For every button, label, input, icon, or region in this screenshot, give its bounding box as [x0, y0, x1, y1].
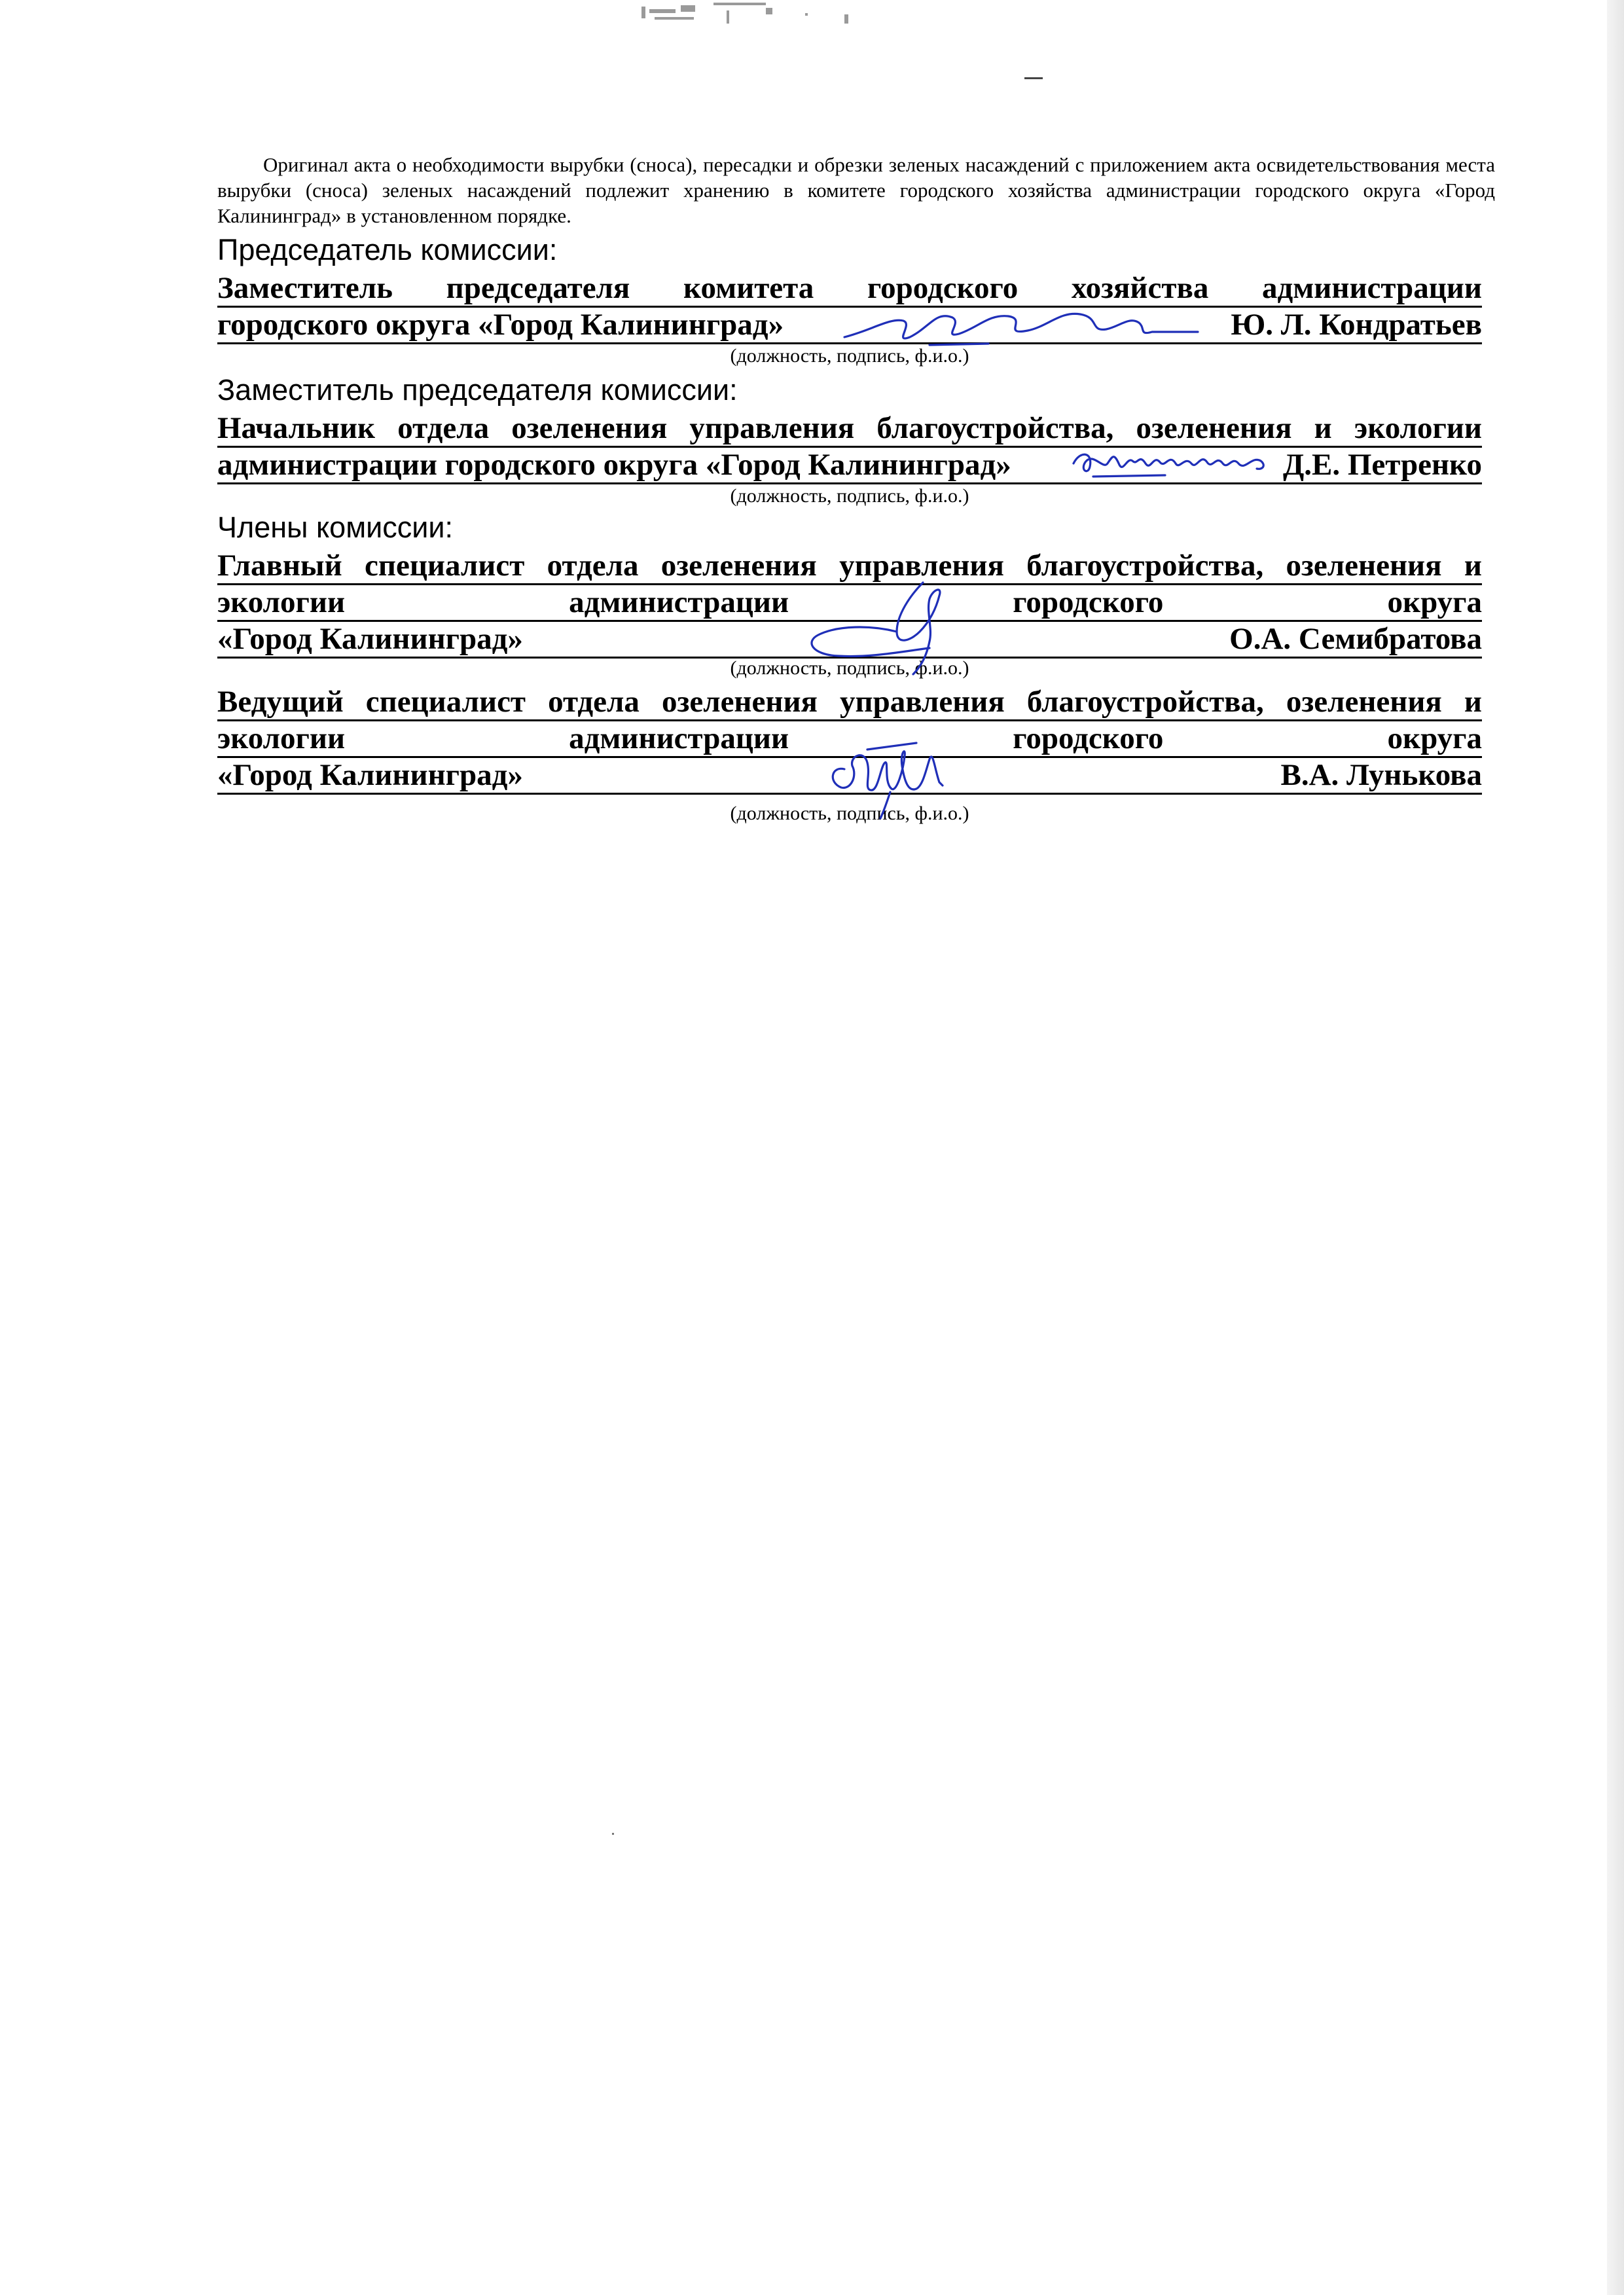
deputy-caption: (должность, подпись, ф.и.о.) — [730, 485, 969, 507]
member-2-position-line1: Ведущий специалист отдела озеленения управления благоустройства, озеленения и — [217, 685, 1482, 721]
member-1-position: «Город Калининград» — [217, 622, 523, 656]
member-2-position: «Город Калининград» — [217, 758, 523, 792]
member-1-position-line2: экологии администрации городского округа — [217, 585, 1482, 622]
chairman-caption: (должность, подпись, ф.и.о.) — [730, 345, 969, 367]
member-2-position-line2: экологии администрации городского округа — [217, 721, 1482, 758]
deputy-position: администрации городского округа «Город Калининград» — [217, 448, 1011, 482]
deputy-signature — [1067, 444, 1276, 483]
member-1-position-line1: Главный специалист отдела озеленения управления благоустройства, озеленения и — [217, 549, 1482, 585]
member-2-caption: (должность, подпись, ф.и.о.) — [730, 803, 969, 824]
chairman-name: Ю. Л. Кондратьев — [1231, 308, 1482, 342]
chairman-position-line1: Заместитель председателя комитета городского хозяйства администрации — [217, 271, 1482, 308]
scan-edge — [1607, 0, 1624, 2295]
deputy-heading: Заместитель председателя комиссии: — [217, 373, 738, 407]
scan-mark — [1024, 77, 1043, 79]
archive-note: Оригинал акта о необходимости вырубки (сноса), пересадки и обрезки зеленых насаждений с приложением акта освидетельствования места вырубки (сноса) зеленых насаждений подлежит хранению в комитете городского хозяйства администрации городского округа «Город Калининград» в установленном порядке. — [217, 153, 1495, 227]
member-2-name: В.А. Лунькова — [1280, 758, 1482, 792]
scan-speck — [612, 1833, 614, 1835]
chairman-signature — [831, 298, 1211, 357]
chairman-heading: Председатель комиссии: — [217, 233, 558, 266]
deputy-position-line2 — [217, 448, 1482, 484]
deputy-name: Д.Е. Петренко — [1282, 448, 1482, 482]
members-heading: Члены комиссии: — [217, 511, 454, 544]
member-1-name: О.А. Семибратова — [1229, 622, 1482, 656]
member-2-signature — [818, 730, 962, 822]
member-1-caption: (должность, подпись, ф.и.о.) — [730, 657, 969, 679]
deputy-block — [217, 411, 1482, 484]
scan-noise — [635, 0, 910, 46]
deputy-position-line1: Начальник отдела озеленения управления благоустройства, озеленения и экологии — [217, 411, 1482, 448]
member-1-signature — [799, 569, 995, 687]
chairman-position: городского округа «Город Калининград» — [217, 308, 784, 342]
